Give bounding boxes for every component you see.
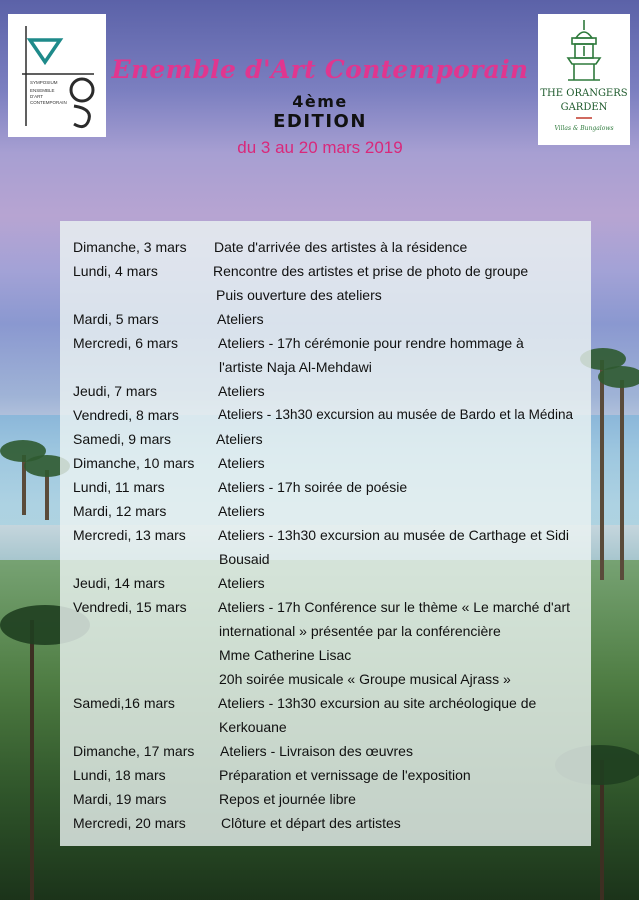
orangers-garden-logo [538,14,630,145]
svg-text:ENSEMBLE: ENSEMBLE [30,88,55,93]
svg-text:CONTEMPORAIN: CONTEMPORAIN [30,100,67,105]
program-activity: Ateliers - 17h cérémonie pour rendre hommage à [218,335,524,351]
svg-text:GARDEN: GARDEN [560,102,608,113]
edition-label: EDITION [273,111,367,132]
symposium-logo [8,14,106,137]
program-activity: l'artiste Naja Al-Mehdawi [219,359,372,375]
program-activity: Préparation et vernissage de l'exposition [219,767,471,783]
program-day: Jeudi, 7 mars [73,383,158,399]
program-day: Vendredi, 8 mars [73,407,179,423]
svg-text:SYMPOSIUM: SYMPOSIUM [30,80,58,85]
program-activity: Ateliers [218,575,265,591]
svg-text:D'ART: D'ART [30,94,44,99]
program-activity: Ateliers - Livraison des œuvres [220,743,413,759]
program-day: Jeudi, 14 mars [73,575,165,591]
program-activity: Ateliers - 17h soirée de poésie [218,479,408,495]
program-day: Lundi, 4 mars [73,263,158,279]
program-activity: Mme Catherine Lisac [219,647,352,663]
edition-number: 4ème [292,92,348,111]
program-activity: Ateliers - 13h30 excursion au musée de Carthage et Sidi [218,527,569,543]
program-activity: Ateliers - 13h30 excursion au site archéologique de [218,695,537,711]
program-activity: Repos et journée libre [219,791,356,807]
program-activity: Ateliers [218,383,265,399]
date-range: du 3 au 20 mars 2019 [237,138,403,157]
program-day: Mardi, 5 mars [73,311,159,327]
program-day: Lundi, 11 mars [73,479,165,495]
program-day: Dimanche, 17 mars [73,743,195,759]
program-day: Mercredi, 6 mars [73,335,179,351]
svg-text:THE ORANGERS: THE ORANGERS [540,88,628,99]
program-day: Dimanche, 3 mars [73,239,187,255]
program-activity: Puis ouverture des ateliers [216,287,382,303]
program-day: Mercredi, 13 mars [73,527,186,543]
program-activity: Ateliers [216,431,263,447]
program-activity: Clôture et départ des artistes [221,815,401,831]
program-activity: Date d'arrivée des artistes à la résidence [214,239,468,255]
program-activity: Ateliers [217,311,264,327]
program-day: Samedi,16 mars [73,695,175,711]
program-activity: Ateliers - 13h30 excursion au musée de Bardo et la Médina [218,407,573,422]
event-title: Enemble d'Art Contemporain [111,55,529,84]
program-activity: international » présentée par la conférencière [219,623,501,639]
program-day: Mardi, 19 mars [73,791,167,807]
program-day: Mercredi, 20 mars [73,815,186,831]
program-activity: Ateliers [218,455,265,471]
program-activity: Rencontre des artistes et prise de photo de groupe [213,263,529,279]
program-activity: Ateliers [218,503,265,519]
program-day: Vendredi, 15 mars [73,599,187,615]
program-day: Lundi, 18 mars [73,767,166,783]
program-activity: 20h soirée musicale « Groupe musical Ajrass » [219,671,511,687]
program-day: Mardi, 12 mars [73,503,167,519]
program-activity: Kerkouane [219,719,287,735]
program-activity: Ateliers - 17h Conférence sur le thème « Le marché d'art [218,599,571,615]
program-activity: Bousaid [219,551,270,567]
program-day: Dimanche, 10 mars [73,455,195,471]
program-day: Samedi, 9 mars [73,431,172,447]
svg-text:Villas & Bungalows: Villas & Bungalows [554,125,614,132]
